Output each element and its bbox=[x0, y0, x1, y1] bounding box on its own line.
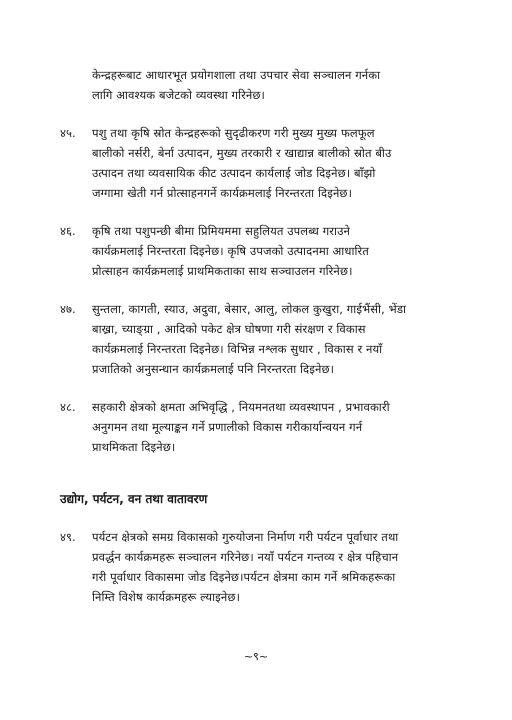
item-number: ४७. bbox=[60, 302, 76, 316]
item-line: बाख्रा, च्याङ्ग्रा , आदिको पकेट क्षेत्र घोषणा गरी संरक्षण र विकास bbox=[92, 322, 366, 336]
page-number: ~९~ bbox=[243, 650, 269, 663]
item-line: उत्पादन तथा व्यवसायिक कीट उत्पादन कार्यलाई जोड दिइनेछ। बाँझो bbox=[92, 166, 376, 180]
item-number: ४६. bbox=[60, 224, 76, 238]
section-heading: उद्योग, पर्यटन, वन तथा वातावरण bbox=[60, 492, 208, 506]
item-line: प्रजातिको अनुसन्धान कार्यक्रमलाई पनि निरन्तरता दिइनेछ। bbox=[92, 362, 335, 376]
item-line: बालीको नर्सरी, बेर्ना उत्पादन, मुख्य तरकारी र खाद्यान्न बालीको स्रोत बीउ bbox=[92, 146, 392, 160]
intro-line: केन्द्रहरूबाट आधारभूत प्रयोगशाला तथा उपचार सेवा सञ्चालन गर्नका bbox=[92, 68, 381, 82]
item-line: पशु तथा कृषि स्रोत केन्द्रहरूको सुदृढीकरण गरी मुख्य मुख्य फलफूल bbox=[92, 126, 375, 140]
item-line: सुन्तला, कागती, स्याउ, अदुवा, बेसार, आलु, लोकल कुखुरा, गाईभैंसी, भेंडा bbox=[92, 302, 407, 316]
item-line: जग्गामा खेती गर्न प्रोत्साहनगर्ने कार्यक्रमलाई निरन्तरता दिइनेछ। bbox=[92, 186, 353, 200]
item-line: सहकारी क्षेत्रको क्षमता अभिवृद्धि , नियमनतथा व्यवस्थापन , प्रभावकारी bbox=[92, 400, 390, 414]
item-line: प्रोत्साहन कार्यक्रमलाई प्राथमिकताका साथ सञ्चाउलन गरिनेछ। bbox=[92, 264, 353, 278]
item-line: अनुगमन तथा मूल्याङ्कन गर्ने प्रणालीको विकास गरीकार्यान्वयन गर्न bbox=[92, 420, 363, 434]
item-line: कृषि तथा पशुपन्छी बीमा प्रिमियममा सहुलियत उपलब्ध गराउने bbox=[92, 224, 350, 238]
item-line: कार्यक्रमलाई निरन्तरता दिइनेछ। कृषि उपजको उत्पादनमा आधारित bbox=[92, 244, 369, 258]
item-line: पर्यटन क्षेत्रको समग्र विकासको गुरुयोजना निर्माण गरी पर्यटन पूर्वाधार तथा bbox=[92, 530, 399, 544]
item-number: ४५. bbox=[60, 126, 76, 140]
item-number: ४८. bbox=[60, 400, 76, 414]
item-line: कार्यक्रमलाई निरन्तरता दिइनेछ। विभिन्न नश्लक सुधार , विकास र नयाँ bbox=[92, 342, 383, 356]
item-number: ४९. bbox=[60, 530, 76, 544]
item-line: निम्ति विशेष कार्यक्रमहरू ल्याइनेछ। bbox=[92, 590, 241, 604]
item-line: प्रवर्द्धन कार्यक्रमहरू सञ्चालन गरिनेछ। नयाँ पर्यटन गन्तव्य र क्षेत्र पहिचान bbox=[92, 550, 399, 564]
item-line: प्राथमिकता दिइनेछ। bbox=[92, 440, 176, 454]
item-line: गरी पूर्वाधार विकासमा जोड दिइनेछ।पर्यटन क्षेत्रमा काम गर्ने श्रमिकहरूका bbox=[92, 570, 396, 584]
intro-line: लागि आवश्यक बजेटको व्यवस्था गरिनेछ। bbox=[92, 88, 266, 102]
